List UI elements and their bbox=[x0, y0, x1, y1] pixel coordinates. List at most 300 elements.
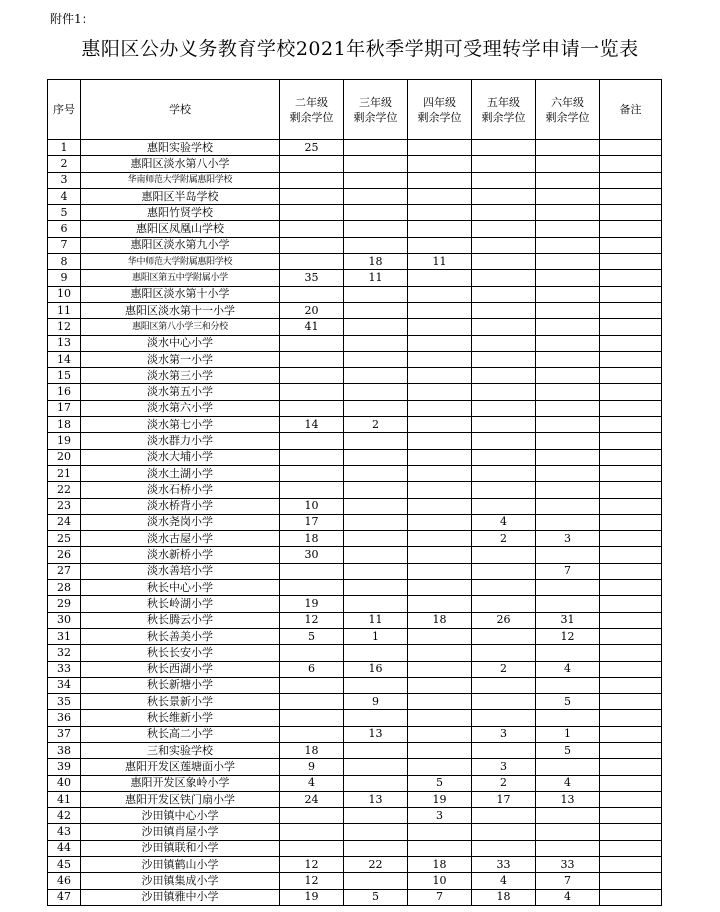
row-number: 28 bbox=[48, 580, 81, 596]
grade4-seats bbox=[408, 465, 472, 481]
table-row bbox=[48, 596, 662, 612]
grade3-seats bbox=[344, 449, 408, 465]
table-row bbox=[48, 661, 662, 677]
grade2-seats bbox=[280, 677, 344, 693]
grade2-seats bbox=[280, 368, 344, 384]
grade3-seats: 11 bbox=[344, 270, 408, 286]
table-row bbox=[48, 172, 662, 188]
grade3-seats bbox=[344, 237, 408, 253]
school-name: 惠阳区淡水第九小学 bbox=[81, 237, 280, 253]
grade3-seats bbox=[344, 514, 408, 530]
grade3-seats: 1 bbox=[344, 628, 408, 644]
grade6-seats: 13 bbox=[536, 791, 600, 807]
table-row bbox=[48, 384, 662, 400]
school-name: 惠阳区淡水第十小学 bbox=[81, 286, 280, 302]
grade4-seats bbox=[408, 759, 472, 775]
row-number: 39 bbox=[48, 759, 81, 775]
grade6-seats bbox=[536, 140, 600, 156]
grade2-seats bbox=[280, 840, 344, 856]
table-row bbox=[48, 580, 662, 596]
school-name: 华南师范大学附属惠阳学校 bbox=[81, 172, 280, 188]
table-row bbox=[48, 824, 662, 840]
note bbox=[600, 319, 662, 335]
table-row bbox=[48, 400, 662, 416]
grade5-seats bbox=[472, 384, 536, 400]
note bbox=[600, 596, 662, 612]
row-number: 17 bbox=[48, 400, 81, 416]
grade3-seats bbox=[344, 286, 408, 302]
school-name: 淡水第七小学 bbox=[81, 417, 280, 433]
grade3-seats: 9 bbox=[344, 694, 408, 710]
note bbox=[600, 498, 662, 514]
grade5-seats bbox=[472, 433, 536, 449]
note bbox=[600, 840, 662, 856]
grade3-seats bbox=[344, 335, 408, 351]
grade6-seats: 5 bbox=[536, 742, 600, 758]
table-row bbox=[48, 677, 662, 693]
table-row bbox=[48, 417, 662, 433]
grade3-seats bbox=[344, 465, 408, 481]
grade4-seats bbox=[408, 384, 472, 400]
header-grade5: 五年级 剩余学位 bbox=[472, 80, 536, 140]
grade2-seats bbox=[280, 384, 344, 400]
grade3-seats: 5 bbox=[344, 889, 408, 905]
grade4-seats bbox=[408, 710, 472, 726]
school-name: 惠阳实验学校 bbox=[81, 140, 280, 156]
grade3-seats bbox=[344, 742, 408, 758]
grade2-seats: 24 bbox=[280, 791, 344, 807]
grade6-seats bbox=[536, 824, 600, 840]
row-number: 47 bbox=[48, 889, 81, 905]
row-number: 32 bbox=[48, 645, 81, 661]
attachment-label: 附件1： bbox=[50, 12, 94, 26]
grade5-seats bbox=[472, 270, 536, 286]
school-name: 淡水桥背小学 bbox=[81, 498, 280, 514]
grade6-seats: 12 bbox=[536, 628, 600, 644]
note bbox=[600, 645, 662, 661]
grade2-seats: 30 bbox=[280, 547, 344, 563]
grade5-seats bbox=[472, 645, 536, 661]
grade3-seats bbox=[344, 808, 408, 824]
grade4-seats bbox=[408, 840, 472, 856]
grade4-seats bbox=[408, 596, 472, 612]
school-name: 沙田镇肖屋小学 bbox=[81, 824, 280, 840]
table-row bbox=[48, 808, 662, 824]
school-name: 惠阳开发区铁门扇小学 bbox=[81, 791, 280, 807]
row-number: 43 bbox=[48, 824, 81, 840]
school-name: 淡水善培小学 bbox=[81, 563, 280, 579]
grade4-seats bbox=[408, 498, 472, 514]
table-row bbox=[48, 857, 662, 873]
grade2-seats: 19 bbox=[280, 889, 344, 905]
school-name: 秋长高二小学 bbox=[81, 726, 280, 742]
note bbox=[600, 417, 662, 433]
grade5-seats bbox=[472, 498, 536, 514]
grade6-seats bbox=[536, 580, 600, 596]
grade5-seats: 18 bbox=[472, 889, 536, 905]
note bbox=[600, 465, 662, 481]
grade3-seats bbox=[344, 319, 408, 335]
grade4-seats bbox=[408, 351, 472, 367]
note bbox=[600, 742, 662, 758]
note bbox=[600, 628, 662, 644]
note bbox=[600, 824, 662, 840]
grade2-seats bbox=[280, 482, 344, 498]
table-row bbox=[48, 645, 662, 661]
school-name: 淡水古屋小学 bbox=[81, 531, 280, 547]
school-name: 惠阳区淡水第十一小学 bbox=[81, 302, 280, 318]
grade5-seats bbox=[472, 221, 536, 237]
grade4-seats bbox=[408, 140, 472, 156]
grade3-seats bbox=[344, 775, 408, 791]
grade5-seats: 2 bbox=[472, 531, 536, 547]
grade3-seats bbox=[344, 547, 408, 563]
table-row bbox=[48, 156, 662, 172]
table-row bbox=[48, 433, 662, 449]
table-row bbox=[48, 302, 662, 318]
grade6-seats: 5 bbox=[536, 694, 600, 710]
grade2-seats bbox=[280, 351, 344, 367]
grade6-seats bbox=[536, 368, 600, 384]
grade6-seats bbox=[536, 221, 600, 237]
transfer-table bbox=[47, 79, 662, 906]
grade4-seats bbox=[408, 449, 472, 465]
grade4-seats bbox=[408, 726, 472, 742]
row-number: 15 bbox=[48, 368, 81, 384]
grade2-seats: 19 bbox=[280, 596, 344, 612]
grade5-seats bbox=[472, 742, 536, 758]
grade5-seats bbox=[472, 286, 536, 302]
grade2-seats: 17 bbox=[280, 514, 344, 530]
grade2-seats: 20 bbox=[280, 302, 344, 318]
grade2-seats bbox=[280, 254, 344, 270]
row-number: 21 bbox=[48, 465, 81, 481]
grade5-seats bbox=[472, 302, 536, 318]
row-number: 42 bbox=[48, 808, 81, 824]
grade4-seats bbox=[408, 188, 472, 204]
grade5-seats bbox=[472, 205, 536, 221]
grade6-seats bbox=[536, 384, 600, 400]
grade5-seats bbox=[472, 694, 536, 710]
school-name: 秋长腾云小学 bbox=[81, 612, 280, 628]
table-row bbox=[48, 889, 662, 905]
grade6-seats bbox=[536, 400, 600, 416]
grade5-seats bbox=[472, 335, 536, 351]
grade4-seats: 3 bbox=[408, 808, 472, 824]
note bbox=[600, 384, 662, 400]
grade5-seats: 33 bbox=[472, 857, 536, 873]
grade4-seats bbox=[408, 205, 472, 221]
grade6-seats bbox=[536, 188, 600, 204]
note bbox=[600, 205, 662, 221]
grade5-seats: 2 bbox=[472, 661, 536, 677]
grade4-seats bbox=[408, 661, 472, 677]
school-name: 淡水土湖小学 bbox=[81, 465, 280, 481]
grade6-seats bbox=[536, 351, 600, 367]
note bbox=[600, 612, 662, 628]
grade4-seats bbox=[408, 645, 472, 661]
note bbox=[600, 710, 662, 726]
row-number: 38 bbox=[48, 742, 81, 758]
note bbox=[600, 873, 662, 889]
grade2-seats bbox=[280, 449, 344, 465]
grade5-seats bbox=[472, 677, 536, 693]
note bbox=[600, 580, 662, 596]
table-row bbox=[48, 237, 662, 253]
school-name: 秋长维新小学 bbox=[81, 710, 280, 726]
table-row bbox=[48, 694, 662, 710]
grade3-seats bbox=[344, 824, 408, 840]
row-number: 13 bbox=[48, 335, 81, 351]
grade2-seats: 12 bbox=[280, 612, 344, 628]
grade3-seats bbox=[344, 188, 408, 204]
row-number: 45 bbox=[48, 857, 81, 873]
school-name: 惠阳区第五中学附属小学 bbox=[81, 270, 280, 286]
grade4-seats bbox=[408, 172, 472, 188]
row-number: 19 bbox=[48, 433, 81, 449]
grade2-seats bbox=[280, 580, 344, 596]
table-row bbox=[48, 514, 662, 530]
grade6-seats bbox=[536, 172, 600, 188]
header-no: 序号 bbox=[48, 80, 81, 140]
grade2-seats: 5 bbox=[280, 628, 344, 644]
school-name: 华中师范大学附属惠阳学校 bbox=[81, 254, 280, 270]
grade4-seats bbox=[408, 547, 472, 563]
row-number: 16 bbox=[48, 384, 81, 400]
school-name: 惠阳区半岛学校 bbox=[81, 188, 280, 204]
grade4-seats: 11 bbox=[408, 254, 472, 270]
grade4-seats bbox=[408, 368, 472, 384]
note bbox=[600, 221, 662, 237]
school-name: 惠阳竹贤学校 bbox=[81, 205, 280, 221]
school-name: 沙田镇集成小学 bbox=[81, 873, 280, 889]
grade5-seats: 17 bbox=[472, 791, 536, 807]
grade3-seats: 11 bbox=[344, 612, 408, 628]
table-row bbox=[48, 482, 662, 498]
table-row bbox=[48, 351, 662, 367]
grade2-seats bbox=[280, 465, 344, 481]
note bbox=[600, 433, 662, 449]
grade4-seats bbox=[408, 628, 472, 644]
grade5-seats bbox=[472, 237, 536, 253]
note bbox=[600, 694, 662, 710]
grade3-seats: 16 bbox=[344, 661, 408, 677]
table-row bbox=[48, 759, 662, 775]
grade2-seats: 41 bbox=[280, 319, 344, 335]
grade2-seats: 18 bbox=[280, 742, 344, 758]
grade3-seats: 18 bbox=[344, 254, 408, 270]
header-row bbox=[48, 80, 662, 140]
grade3-seats bbox=[344, 840, 408, 856]
grade6-seats: 33 bbox=[536, 857, 600, 873]
note bbox=[600, 531, 662, 547]
grade2-seats bbox=[280, 172, 344, 188]
grade5-seats bbox=[472, 254, 536, 270]
grade3-seats bbox=[344, 172, 408, 188]
school-name: 沙田镇中心小学 bbox=[81, 808, 280, 824]
grade3-seats bbox=[344, 759, 408, 775]
row-number: 33 bbox=[48, 661, 81, 677]
row-number: 30 bbox=[48, 612, 81, 628]
grade3-seats bbox=[344, 368, 408, 384]
grade4-seats: 7 bbox=[408, 889, 472, 905]
grade6-seats: 4 bbox=[536, 661, 600, 677]
school-name: 秋长岭湖小学 bbox=[81, 596, 280, 612]
school-name: 沙田镇鹤山小学 bbox=[81, 857, 280, 873]
grade6-seats bbox=[536, 710, 600, 726]
school-name: 秋长善美小学 bbox=[81, 628, 280, 644]
grade6-seats bbox=[536, 514, 600, 530]
grade2-seats: 4 bbox=[280, 775, 344, 791]
row-number: 41 bbox=[48, 791, 81, 807]
grade6-seats bbox=[536, 840, 600, 856]
table-row bbox=[48, 531, 662, 547]
grade6-seats bbox=[536, 156, 600, 172]
row-number: 24 bbox=[48, 514, 81, 530]
grade4-seats bbox=[408, 335, 472, 351]
row-number: 11 bbox=[48, 302, 81, 318]
school-name: 淡水中心小学 bbox=[81, 335, 280, 351]
grade5-seats bbox=[472, 824, 536, 840]
page-title: 惠阳区公办义务教育学校2021年秋季学期可受理转学申请一览表 bbox=[81, 38, 639, 60]
note bbox=[600, 547, 662, 563]
school-name: 淡水新桥小学 bbox=[81, 547, 280, 563]
row-number: 26 bbox=[48, 547, 81, 563]
grade2-seats bbox=[280, 335, 344, 351]
table-row bbox=[48, 612, 662, 628]
grade5-seats bbox=[472, 140, 536, 156]
table-row bbox=[48, 547, 662, 563]
grade5-seats bbox=[472, 319, 536, 335]
grade6-seats bbox=[536, 286, 600, 302]
row-number: 40 bbox=[48, 775, 81, 791]
row-number: 46 bbox=[48, 873, 81, 889]
grade6-seats bbox=[536, 759, 600, 775]
row-number: 20 bbox=[48, 449, 81, 465]
table-row bbox=[48, 775, 662, 791]
grade5-seats bbox=[472, 156, 536, 172]
note bbox=[600, 563, 662, 579]
note bbox=[600, 140, 662, 156]
header-note: 备注 bbox=[600, 80, 662, 140]
grade2-seats: 18 bbox=[280, 531, 344, 547]
grade5-seats bbox=[472, 596, 536, 612]
row-number: 36 bbox=[48, 710, 81, 726]
grade5-seats bbox=[472, 172, 536, 188]
grade6-seats bbox=[536, 596, 600, 612]
grade3-seats: 13 bbox=[344, 726, 408, 742]
grade2-seats bbox=[280, 205, 344, 221]
row-number: 34 bbox=[48, 677, 81, 693]
header-grade2: 二年级 剩余学位 bbox=[280, 80, 344, 140]
grade6-seats bbox=[536, 482, 600, 498]
row-number: 22 bbox=[48, 482, 81, 498]
grade5-seats bbox=[472, 840, 536, 856]
row-number: 12 bbox=[48, 319, 81, 335]
grade2-seats bbox=[280, 221, 344, 237]
header-grade4: 四年级 剩余学位 bbox=[408, 80, 472, 140]
school-name: 惠阳区淡水第八小学 bbox=[81, 156, 280, 172]
row-number: 25 bbox=[48, 531, 81, 547]
school-name: 惠阳开发区莲塘面小学 bbox=[81, 759, 280, 775]
note bbox=[600, 351, 662, 367]
grade4-seats: 19 bbox=[408, 791, 472, 807]
school-name: 淡水第三小学 bbox=[81, 368, 280, 384]
note bbox=[600, 237, 662, 253]
header-grade3: 三年级 剩余学位 bbox=[344, 80, 408, 140]
row-number: 27 bbox=[48, 563, 81, 579]
row-number: 5 bbox=[48, 205, 81, 221]
grade5-seats bbox=[472, 351, 536, 367]
table-row bbox=[48, 628, 662, 644]
grade4-seats bbox=[408, 400, 472, 416]
grade3-seats bbox=[344, 873, 408, 889]
row-number: 9 bbox=[48, 270, 81, 286]
grade3-seats bbox=[344, 645, 408, 661]
school-name: 惠阳区凤凰山学校 bbox=[81, 221, 280, 237]
grade3-seats bbox=[344, 710, 408, 726]
table-row bbox=[48, 563, 662, 579]
header-school: 学校 bbox=[81, 80, 280, 140]
grade3-seats bbox=[344, 140, 408, 156]
table-row bbox=[48, 188, 662, 204]
table-row bbox=[48, 140, 662, 156]
grade6-seats bbox=[536, 319, 600, 335]
table-row bbox=[48, 726, 662, 742]
grade3-seats bbox=[344, 580, 408, 596]
grade4-seats bbox=[408, 302, 472, 318]
grade2-seats: 35 bbox=[280, 270, 344, 286]
school-name: 秋长景新小学 bbox=[81, 694, 280, 710]
row-number: 2 bbox=[48, 156, 81, 172]
grade6-seats: 7 bbox=[536, 563, 600, 579]
grade2-seats bbox=[280, 726, 344, 742]
grade2-seats: 6 bbox=[280, 661, 344, 677]
school-name: 淡水石桥小学 bbox=[81, 482, 280, 498]
grade2-seats bbox=[280, 824, 344, 840]
grade3-seats bbox=[344, 531, 408, 547]
table-row bbox=[48, 498, 662, 514]
grade6-seats bbox=[536, 449, 600, 465]
grade4-seats bbox=[408, 531, 472, 547]
grade2-seats: 25 bbox=[280, 140, 344, 156]
grade5-seats bbox=[472, 368, 536, 384]
grade3-seats bbox=[344, 433, 408, 449]
note bbox=[600, 270, 662, 286]
grade4-seats bbox=[408, 677, 472, 693]
grade5-seats: 3 bbox=[472, 759, 536, 775]
grade6-seats bbox=[536, 254, 600, 270]
note bbox=[600, 188, 662, 204]
grade3-seats bbox=[344, 384, 408, 400]
note bbox=[600, 449, 662, 465]
row-number: 29 bbox=[48, 596, 81, 612]
note bbox=[600, 482, 662, 498]
grade3-seats bbox=[344, 677, 408, 693]
row-number: 44 bbox=[48, 840, 81, 856]
row-number: 4 bbox=[48, 188, 81, 204]
note bbox=[600, 302, 662, 318]
table-row bbox=[48, 368, 662, 384]
note bbox=[600, 254, 662, 270]
grade6-seats bbox=[536, 335, 600, 351]
grade2-seats bbox=[280, 400, 344, 416]
grade2-seats: 14 bbox=[280, 417, 344, 433]
table-row bbox=[48, 270, 662, 286]
school-name: 淡水大埔小学 bbox=[81, 449, 280, 465]
grade4-seats bbox=[408, 156, 472, 172]
grade6-seats bbox=[536, 808, 600, 824]
